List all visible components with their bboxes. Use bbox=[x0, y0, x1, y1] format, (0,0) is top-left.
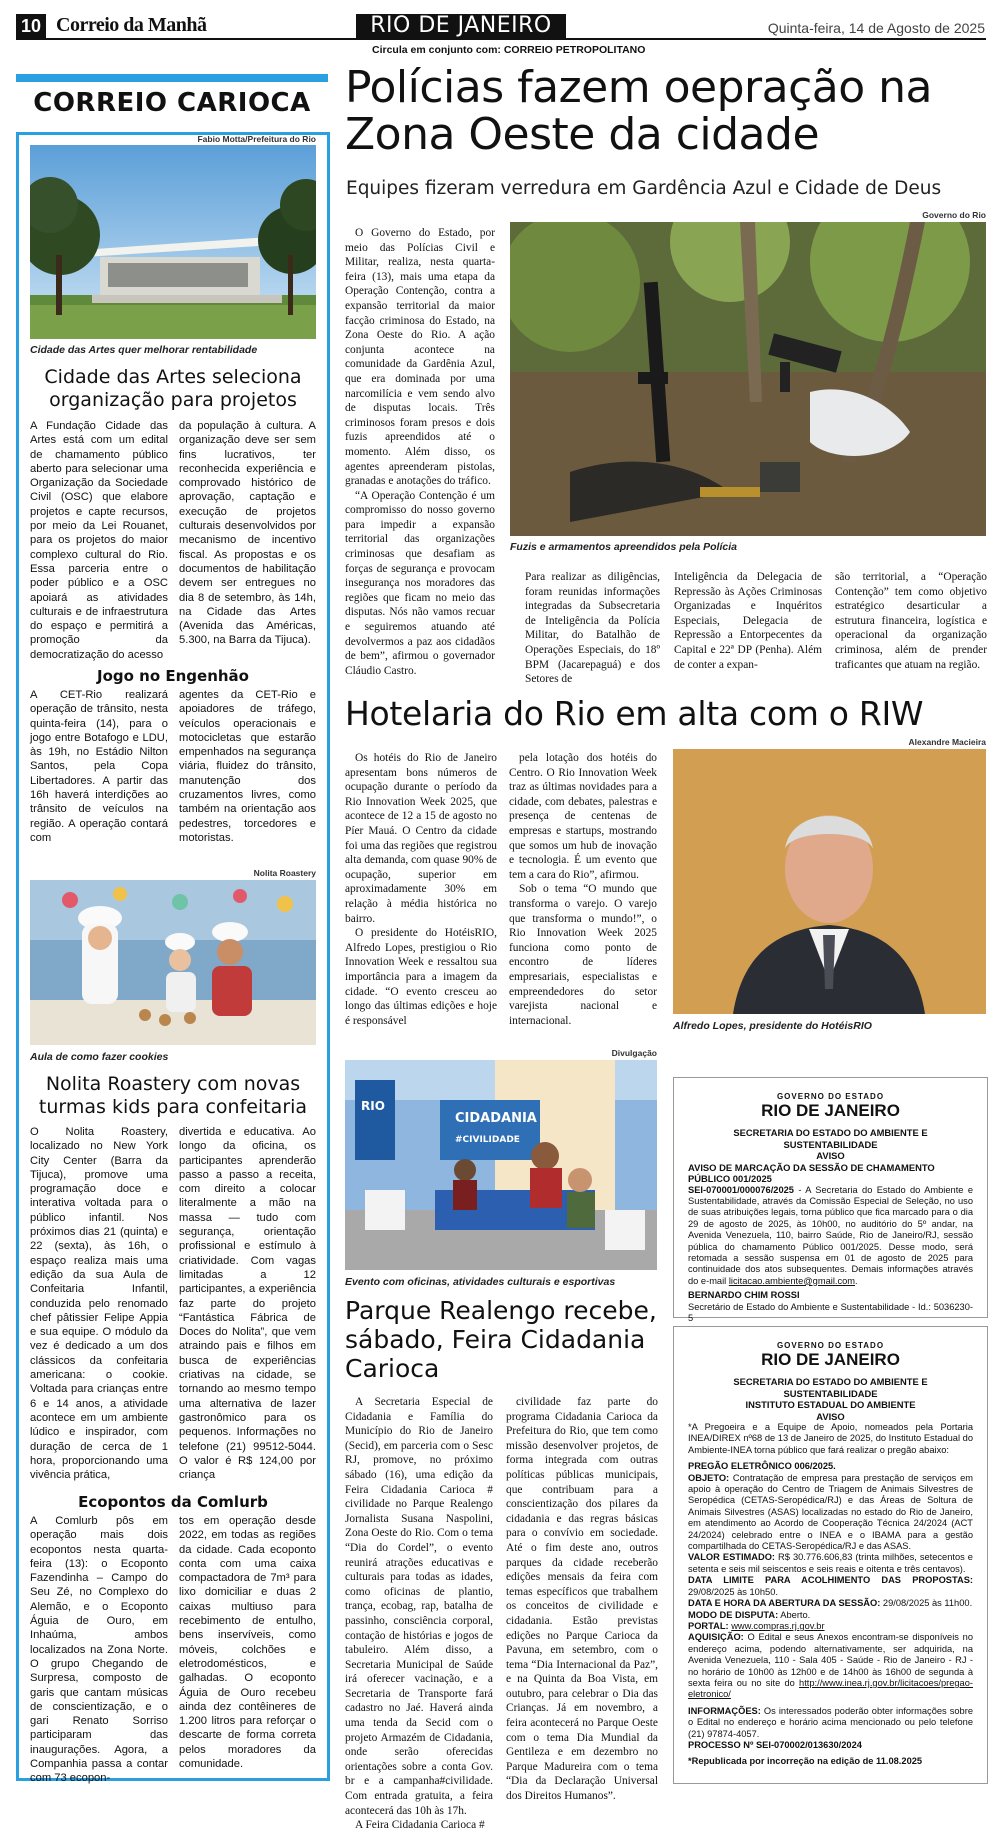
notice-institute: INSTITUTO ESTADUAL DO AMBIENTE bbox=[745, 1399, 916, 1410]
label: VALOR ESTIMADO: bbox=[688, 1552, 776, 1563]
main-headline: Polícias fazem oepração na Zona Oeste da cidade bbox=[345, 62, 932, 160]
paragraph: civilidade faz parte do programa Cidadania Carioca da Prefeitura do Rio, que tem como missão desenvolver projetos, de forma integrada com outras políticas públicas municipais, que contribuam para a conscientização dos pilares da cidadania e das regras básicas para o convívio em sociedade. Até o fim deste ano, outros parques da cidade receberão edições mensais da feira com temas específicos que trabalhem os conceitos de civilidade e cidadania. Estão previstas edições no Parque Carioca da Pavuna, em setembro, com o tema “Dia Internacional da Paz”, e na Quinta da Boa Vista, em outubro, para celebrar o Dia das Crianças. Já em novembro, a feira acontecerá no Parque Oeste com o tema Dia Mundial da Gentileza e em dezembro no Parque Madureira com o tema “Dia da Declaração Universal dos Direitos Humanos”. bbox=[506, 1396, 658, 1803]
notice-limite: 29/08/2025 às 10h50. bbox=[688, 1586, 778, 1597]
notice-intro: *A Pregoeira e a Equipe de Apoio, nomeados pela Portaria INEA/DIREX nº68 de 13 de Janeiro de 2025, do Instituto Estadual do Ambiente-INEA torna público que fará realizar o pregão abaixo: bbox=[688, 1422, 973, 1455]
state-logo bbox=[674, 1341, 987, 1370]
story-text-col1: O Nolita Roastery, localizado no New York City Center (Barra da Tijuca), promove uma programação doce e interativa voltada para o público infantil. Nos próximos dias 21 (quinta) e 22 (sexta), às 16h, o espaço realiza mais uma edição da sua Aula de Confeitaria Infantil, conduzida pelo renomado chef pâtissier Felipe Appia e sua equipe. O módulo da vez é dedicado a um dos clássicos da confeitaria americana: o cookie. Voltada para crianças entre 6 e 14 anos, a atividade acontece em um ambiente lúdico e inspirador, com duração de cerca de 1 hora, proporcionando uma vivência prática, bbox=[30, 1126, 168, 1482]
photo-credit: Fabio Motta/Prefeitura do Rio bbox=[197, 134, 316, 144]
label: DATA E HORA DA ABERTURA DA SESSÃO: bbox=[688, 1598, 881, 1609]
notice-type: AVISO bbox=[816, 1410, 845, 1422]
story-text-col2: tos em operação desde 2022, em todas as regiões da cidade. Cada ecoponto conta com uma caixa compactadora de 7m³ para lixo domiciliar e duas 2 caixas multiuso para recebimento de entulho, bens inservíveis, como móveis, colchões e eletrodomésticos, e galhadas. O ecoponto Águia de Ouro recebeu ainda dez contêineres de 1.200 litros para reforçar o descarte de forma correta pelos moradores da comunidade. bbox=[179, 1515, 316, 1771]
story-text-col2: divertida e educativa. Ao longo da oficina, os participantes aprenderão passo a passo a receita, com direito a colocar literalmente a mão na massa — tudo com segurança, orientação profissional e estímulo à criatividade. Com vagas limitadas a 12 participantes, a experiência faz parte do projeto “Fantástica Fábrica de Doces do Nolita”, que vem atraindo pais e filhos em busca de experiências criativas na cidade, se tornando ao mesmo tempo uma alternativa de lazer gastronômico para os pequenos. Informações no telefone (21) 99512-5044. O valor é R$ 124,00 por criança bbox=[179, 1126, 316, 1482]
notice-aquisicao: O Edital e seus Anexos encontram-se disponíveis no endereço acima, podendo alternativamente, ser adquirida, na Avenida Venezuela, 110 - Sala 405 - Saúde - Rio de Janeiro - RJ - no horário de 10h00 às 12h00 e de 14h00 às 16h00 de segunda à sexta feira ou no site do bbox=[688, 1632, 973, 1688]
notice-modo: Aberto. bbox=[778, 1609, 811, 1620]
banner-text: CIDADANIA bbox=[455, 1111, 537, 1126]
paragraph: Os hotéis do Rio de Janeiro apresentam bons números de ocupação durante o período da Rio Innovation Week 2025, que acontece de 12 a 15 de agosto no Píer Mauá. O Centro da cidade foi uma das regiões que registrou alta demanda, com quase 90% de ocupação, superior em aproximadamente 30% em relação à média histórica no bairro. bbox=[345, 752, 497, 925]
hotel-text-col-a bbox=[345, 751, 497, 1028]
page-number: 10 bbox=[16, 14, 46, 38]
main-text-col-d: são territorial, a “Operação Contenção” tem como objetivo estratégico desarticular a estrutura financeira, logística e operacional da organização criminosa, além de prender traficantes que atuam na região. bbox=[835, 571, 987, 671]
story-headline: Nolita Roastery com novas turmas kids para confeitaria bbox=[38, 1073, 308, 1118]
state-logo bbox=[674, 1092, 987, 1121]
story-text-col2: da população à cultura. A organização deve ser sem fins lucrativos, ter reconhecida experiência e comprovado histórico de aprovação, captação e execução de projetos culturais desenvolvidos por mecanismo de incentivo fiscal. As propostas e os documentos de habilitação devem ser entregues no dia 8 de setembro, às 14h, na Cidade das Artes (Avenida das Américas, 5.300, na Barra da Tijuca). bbox=[179, 420, 316, 647]
story-headline: Ecopontos da Comlurb bbox=[78, 1493, 268, 1511]
notice-org: SECRETARIA DO ESTADO DO AMBIENTE E SUSTENTABILIDADE bbox=[733, 1376, 928, 1399]
banner-hashtag: #CIVILIDADE bbox=[455, 1135, 520, 1145]
paragraph: O Governo do Estado, por meio das Polícias Civil e Militar, realiza, nesta quarta-feira (13), mais uma etapa da Operação Contenção, contra a expansão territorial da maior facção criminosa do Estado, na Zona Oeste do Rio. A ação conjunta acontece na comunidade da Gardênia Azul, que era dominada por uma narcomilícia e vem sendo alvo de disputas locais. Três criminosos foram presos e dois fuzis apreendidos até o momento. Além disso, os agentes apreenderam pistolas, granadas e anotações do tráfico. bbox=[345, 227, 495, 488]
main-text-col-c: Inteligência da Delegacia de Repressão às Ações Criminosas Organizadas e Inquéritos Especiais, Delegacia de Repressão a Entorpecentes da Capital e 22ª DP (Penha). Além de conter a expan- bbox=[674, 571, 822, 671]
paragraph: A Feira Cidadania Carioca # bbox=[355, 1819, 485, 1832]
photo-credit: Nolita Roastery bbox=[253, 868, 316, 878]
circulation-note: Circula em conjunto com: CORREIO PETROPOLITANO bbox=[372, 44, 646, 56]
logo-big-text: RIO DE JANEIRO bbox=[761, 1101, 900, 1120]
parque-text-col-b bbox=[506, 1395, 658, 1804]
notice-republicada: *Republicada por incorreção na edição de 11.08.2025 bbox=[688, 1756, 923, 1767]
notice-body: - A Secretaria do Estado do Ambiente e Sustentabilidade, através da Comissão Especial de Seleção, no uso de suas atribuições legais, torna público que fica marcado para o dia 29 de agosto de 2025, às 10h00, no auditório do 5º andar, na Avenida Venezuela, 110, bairro Saúde, Rio de Janeiro/RJ, sessão pública do chamamento Público 001/2025. Desse modo, será retomada a sessão suspensa em 01 de agosto de 2025 para continuidade dos atos subsequentes. Demais informações através do e-mail bbox=[688, 1184, 973, 1286]
column-title: CORREIO CARIOCA bbox=[33, 88, 311, 118]
story-text-col2: agentes da CET-Rio e apoiadores de tráfego, veículos operacionais e motocicletas que estarão empenhados na segurança viária, fluidez do trânsito, manutenção dos cruzamentos livres, como também na orientação aos pedestres, torcedores e motoristas. bbox=[179, 689, 316, 844]
public-notice-2 bbox=[673, 1326, 988, 1784]
paragraph: pela lotação dos hotéis do Centro. O Rio Innovation Week traz as últimas novidades para a cidade, com debates, palestras e presença de centenas de empresas e startups, mostrando que somos um hub de inovação e tecnologia. É um evento que tem a cara do Rio”, afirmou. bbox=[509, 752, 657, 881]
logo-small-text: GOVERNO DO ESTADO bbox=[776, 1092, 885, 1101]
label: PORTAL: bbox=[688, 1620, 729, 1631]
notice-type: AVISO bbox=[816, 1150, 845, 1161]
column-accent-bar bbox=[16, 74, 328, 82]
notice-signer: BERNARDO CHIM ROSSI bbox=[688, 1290, 800, 1301]
notice-abertura: 29/08/2025 às 11h00. bbox=[880, 1598, 973, 1609]
section-title: RIO DE JANEIRO bbox=[356, 14, 566, 38]
main-text-col-b: Para realizar as diligências, foram reunidas informações integradas da Subsecretaria de Inteligência da Polícia Militar, do Batalhão de Operações Especiais, do 18º BPM (Jacarepaguá) e dos Setores de bbox=[525, 571, 660, 686]
story-headline: Jogo no Engenhão bbox=[97, 667, 249, 685]
feira-cidadania-photo bbox=[345, 1060, 657, 1270]
public-notice-1: GOVERNO DO ESTADO RIO DE JANEIRO SECRETARIA DO ESTADO DO AMBIENTE E SUSTENTABILIDADE AVISO AVISO DE MARCAÇÃO DA SESSÃO DE CHAMAMENTO PÚBLICO 001/2025 SEI-070001/000076/2025 - A Secretaria do Estado do Ambiente e Sustentabilidade, através da Comissão Especial de Seleção, no uso de suas atribuições legais, torna público que fica marcado para o dia 29 de agosto de 2025, às 10h00, no auditório do 5º andar, na Avenida Venezuela, 110, bairro Saúde, Rio de Janeiro/RJ, sessão pública do chamamento Público 001/2025. Desse modo, será retomada a sessão suspensa em 01 de agosto de 2025 para continuidade dos atos subsequentes. Demais informações através do e-mail licitacao.ambiente@gmail.com. BERNARDO CHIM ROSSI Secretário de Estado do Ambiente e Sustentabilidade - Id.: 5036230-5 bbox=[673, 1077, 988, 1318]
paragraph: Sob o tema “O mundo que transforma o varejo. O varejo que transforma o mundo!”, o Rio Innovation Week 2025 funciona como ponto de encontro de líderes empresariais, especialistas e empreendedores do setor varejista nacional e internacional. bbox=[509, 883, 657, 1027]
logo-big-text: RIO DE JANEIRO bbox=[761, 1350, 900, 1369]
story-text-col1: A CET-Rio realizará operação de trânsito, nesta quinta-feira (14), para o jogo entre Botafogo e LDU, às 19h, no Estádio Nilton Santos, pela Copa Libertadores. A partir das 16h haverá interdições ao trânsito de veículos na região. A operação contará com bbox=[30, 689, 168, 844]
photo-credit: Governo do Rio bbox=[922, 210, 986, 220]
parque-headline: Parque Realengo recebe, sábado, Feira Cidadania Carioca bbox=[345, 1296, 657, 1383]
label: AQUISIÇÃO: bbox=[688, 1632, 744, 1643]
notice-processo: PROCESSO Nº SEI-070002/013630/2024 bbox=[688, 1739, 862, 1750]
parque-text-col-a bbox=[345, 1395, 493, 1833]
paragraph: O presidente do HotéisRIO, Alfredo Lopes, prestigiou o Rio Innovation Week e ressaltou sua importância para a imagem da cidade. “O evento cresceu ao longo das últimas edições e hoje é responsável bbox=[345, 927, 497, 1027]
notice-valor: R$ 30.776.606,83 (trinta milhões, setecentos e setenta e seis mil seiscentos e seis reais e oitenta e três centavos). bbox=[688, 1552, 973, 1574]
label: INFORMAÇÕES: bbox=[688, 1705, 761, 1716]
hotel-text-col-b bbox=[509, 751, 657, 1028]
photo-caption: Fuzis e armamentos apreendidos pela Polícia bbox=[510, 541, 737, 553]
notice-signer-role: Secretário de Estado do Ambiente e Sustentabilidade - Id.: 5036230-5 bbox=[688, 1301, 973, 1323]
story-text-col1: A Fundação Cidade das Artes está com um edital de chamamento público aberto para selecionar uma Organização da Sociedade Civil (OSC) que elabore projetos e capte recursos, por meio da Lei Rouanet, para os projetos do maior complexo cultural do Rio. Essa parceria entre o poder público e a OSC apoiará as atividades culturais e de infraestrutura do espaço e permitirá a promoção da democratização do acesso bbox=[30, 420, 168, 661]
notice-org: SECRETARIA DO ESTADO DO AMBIENTE E SUSTENTABILIDADE bbox=[733, 1127, 928, 1150]
story-text-col1: A Comlurb pôs em operação mais dois ecopontos nesta quarta-feira (13): o Ecoponto Fazendinha – Campo do Seu Zé, no Complexo do Alemão, e o Ecoponto Águia de Ouro, em Inhaúma, ambos localizados na Zona Norte. O grupo Chegando de Surpresa, composto de garis que cantam músicas de conscientização, e o gari Renato Sorriso participaram das inaugurações. Agora, a Companhia passa a contar com 73 ecopon- bbox=[30, 1515, 168, 1785]
banner-rio: RIO bbox=[361, 1099, 385, 1113]
photo-caption: Cidade das Artes quer melhorar rentabilidade bbox=[30, 344, 258, 356]
label: OBJETO: bbox=[688, 1472, 730, 1483]
seized-weapons-photo bbox=[510, 222, 986, 536]
notice-title: AVISO DE MARCAÇÃO DA SESSÃO DE CHAMAMENTO PÚBLICO 001/2025 bbox=[688, 1161, 935, 1184]
issue-date: Quinta-feira, 14 de Agosto de 2025 bbox=[767, 20, 985, 36]
logo-small-text: GOVERNO DO ESTADO bbox=[776, 1341, 885, 1350]
hotel-headline: Hotelaria do Rio em alta com o RIW bbox=[345, 694, 924, 733]
story-headline: Cidade das Artes seleciona organização para projetos bbox=[44, 366, 302, 411]
notice-info: Os interessados poderão obter informações sobre o Edital no endereço e horário acima mencionado ou pelo telefone (21) 97874-4057. bbox=[688, 1705, 973, 1739]
newspaper-name: Correio da Manhã bbox=[56, 14, 207, 36]
label: DATA LIMITE PARA ACOLHIMENTO DAS PROPOSTAS: bbox=[688, 1575, 973, 1586]
paragraph: A Secretaria Especial de Cidadania e Família do Município do Rio de Janeiro (Secid), em parceria com o Sesc RJ, promove, no próximo sábado (16), uma edição da Feira Cidadania Carioca # civilidade no Parque Realengo Jornalista Susana Naspolini, Zona Oeste do Rio. Com o tema “Dia do Cordel”, o evento reunirá atrações educativas e culturais para todas as idades, como oficinas de plantio, trança, ecobag, rap, batalha de passinho, consciência corporal, contação de histórias e jogos de tabuleiro. Além disso, a Secretaria Municipal de Saúde irá oferecer vacinação, e a Secretaria de Transporte fará cadastro no Jaé. Haverá ainda uma tenda da Secid com o projeto Armazém de Cidadania, onde serão oferecidas orientações sobre a conta Gov. br e a campanha#civilidade. Com entrada gratuita, a feira acontecerá das 10h às 17h. bbox=[345, 1396, 493, 1817]
cookie-class-photo bbox=[30, 880, 316, 1045]
notice-email-link[interactable]: licitacao.ambiente@gmail.com bbox=[728, 1275, 856, 1286]
notice-pregao: PREGÃO ELETRÔNICO 006/2025. bbox=[688, 1461, 836, 1472]
cidade-das-artes-photo bbox=[30, 145, 316, 339]
notice-process: SEI-070001/000076/2025 bbox=[688, 1184, 794, 1195]
paragraph: “A Operação Contenção é um compromisso do nosso governo para impedir a expansão territorial das organizações criminosas que desafiam as forças de segurança e provocam insegurança nos moradores das regiões que ficam no meio das disputas. Nós não vamos recuar e seguiremos atuando até devolvermos a paz aos cidadãos de bem”, afirmou o governador Cláudio Castro. bbox=[345, 489, 495, 677]
photo-caption: Evento com oficinas, atividades culturais e esportivas bbox=[345, 1276, 616, 1288]
photo-caption: Aula de como fazer cookies bbox=[30, 1051, 169, 1063]
notice-portal-link[interactable]: www.compras.rj.gov.br bbox=[731, 1620, 825, 1631]
alfredo-lopes-photo bbox=[673, 749, 986, 1014]
notice-objeto: Contratação de empresa para prestação de serviços em apoio à operação do Centro de Triagem de Animais Silvestres de Seropédica (CETAS-Seropédica/RJ) e das Áreas de Soltura de Animais Silvestres (ASAS) localizadas no estado do Rio de Janeiro, em atendimento ao Acordo de Cooperação Técnica 24/2024 (ACT 24/2024) celebrado entre o INEA e o IBAMA para a gestão compartilhada do CETAS-Seropédica/RJ e das ASAS. bbox=[688, 1472, 973, 1552]
photo-credit: Alexandre Macieira bbox=[908, 737, 986, 747]
label: MODO DE DISPUTA: bbox=[688, 1609, 779, 1620]
photo-caption: Alfredo Lopes, presidente do HotéisRIO bbox=[673, 1020, 872, 1032]
photo-credit: Divulgação bbox=[611, 1048, 657, 1058]
main-text-col-a bbox=[345, 226, 495, 678]
notice-inea-link[interactable]: http://www.inea.rj.gov.br/licitacoes/pregao-eletronico/ bbox=[688, 1677, 973, 1700]
header-rule bbox=[16, 38, 986, 40]
main-subheadline: Equipes fizeram verredura em Gardência Azul e Cidade de Deus bbox=[346, 178, 942, 199]
